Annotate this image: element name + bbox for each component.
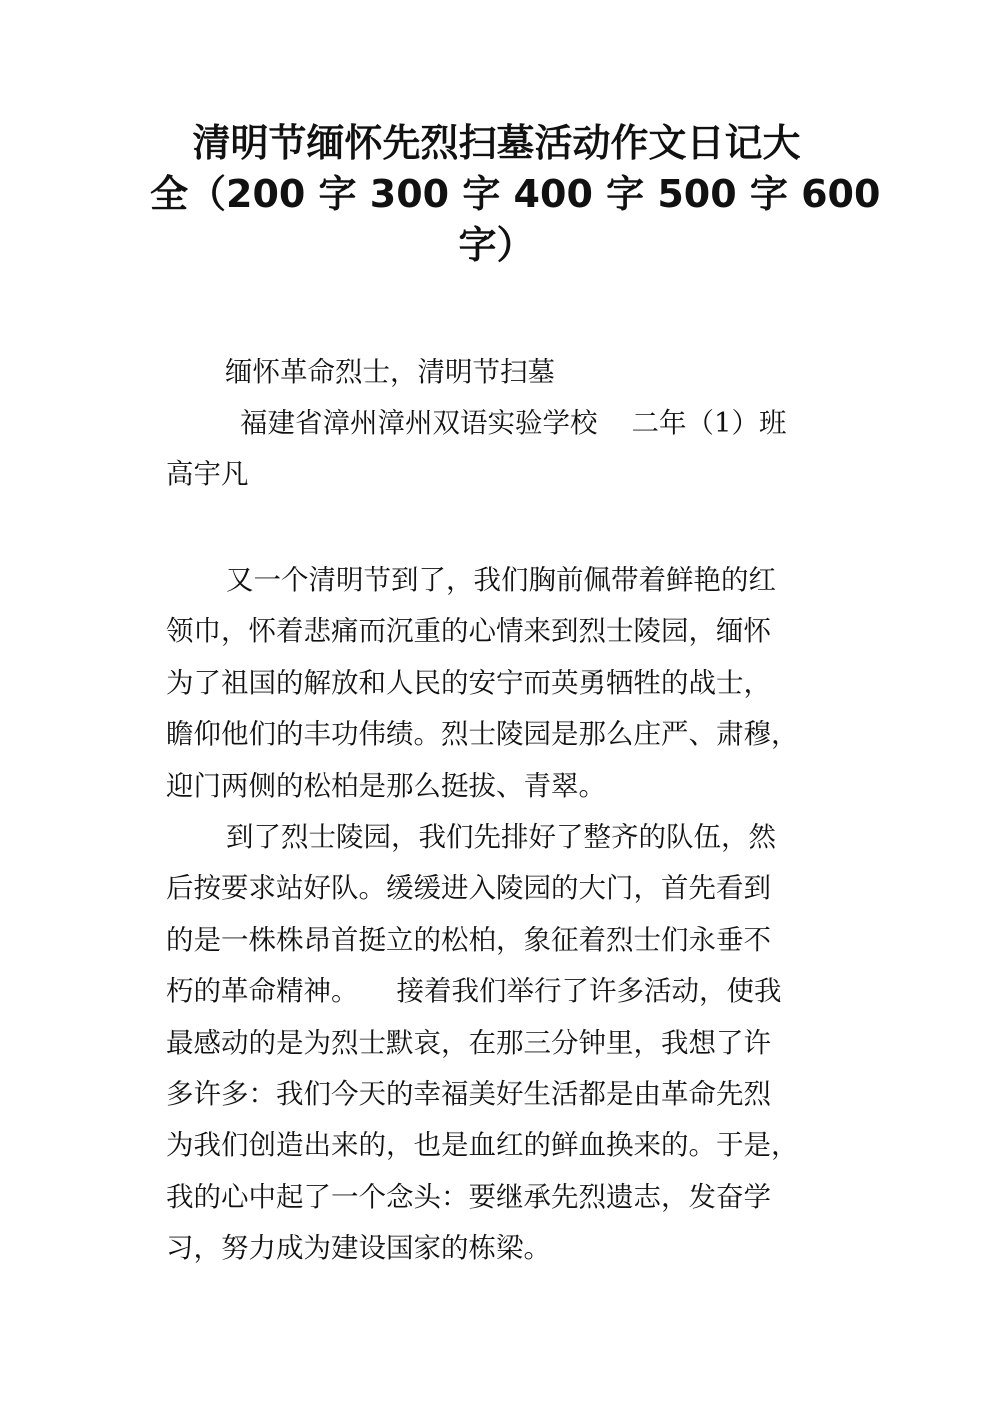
text-line: 我的心中起了一个念头：要继承先烈遗志，发奋学 <box>166 1180 771 1213</box>
text-line: 到了烈士陵园，我们先排好了整齐的队伍，然 <box>226 821 776 854</box>
text-line: 领巾，怀着悲痛而沉重的心情来到烈士陵园，缅怀 <box>166 615 771 648</box>
text-line: 后按要求站好队。缓缓进入陵园的大门，首先看到 <box>166 872 771 905</box>
text-segment: 接着我们举行了许多活动，使我 <box>396 975 782 1008</box>
text-segment: 朽的革命精神。 <box>166 975 359 1008</box>
paragraph-2 <box>166 812 836 1275</box>
title-line: 字） <box>458 223 535 267</box>
text-line: 瞻仰他们的丰功伟绩。烈士陵园是那么庄严、肃穆， <box>166 718 799 751</box>
essay-subtitle: 缅怀革命烈士，清明节扫墓 <box>225 356 555 388</box>
text-line: 最感动的是为烈士默哀，在那三分钟里，我想了许 <box>166 1026 771 1059</box>
title-line: 全（200 字 300 字 400 字 500 字 600 <box>150 172 881 216</box>
paragraph-1 <box>166 555 836 812</box>
school-name: 福建省漳州漳州双语实验学校 <box>240 407 598 439</box>
author-info <box>166 398 836 501</box>
text-line: 习，努力成为建设国家的栋梁。 <box>166 1232 551 1265</box>
essay-body <box>166 555 836 1275</box>
school-line <box>166 398 836 449</box>
author-name: 高宇凡 <box>166 458 249 491</box>
text-line: 又一个清明节到了，我们胸前佩带着鲜艳的红 <box>226 564 776 596</box>
document-title <box>150 118 881 271</box>
text-line: 的是一株株昂首挺立的松柏，象征着烈士们永垂不 <box>166 923 771 956</box>
text-line: 为了祖国的解放和人民的安宁而英勇牺牲的战士， <box>166 666 771 699</box>
class-name: 二年（1）班 <box>631 407 787 439</box>
text-line: 为我们创造出来的，也是血红的鲜血换来的。于是， <box>166 1129 799 1162</box>
text-line: 多许多：我们今天的幸福美好生活都是由革命先烈 <box>166 1078 771 1111</box>
text-line <box>166 966 836 1017</box>
text-line: 迎门两侧的松柏是那么挺拔、青翠。 <box>166 769 606 802</box>
title-line: 清明节缅怀先烈扫墓活动作文日记大 <box>192 121 801 165</box>
